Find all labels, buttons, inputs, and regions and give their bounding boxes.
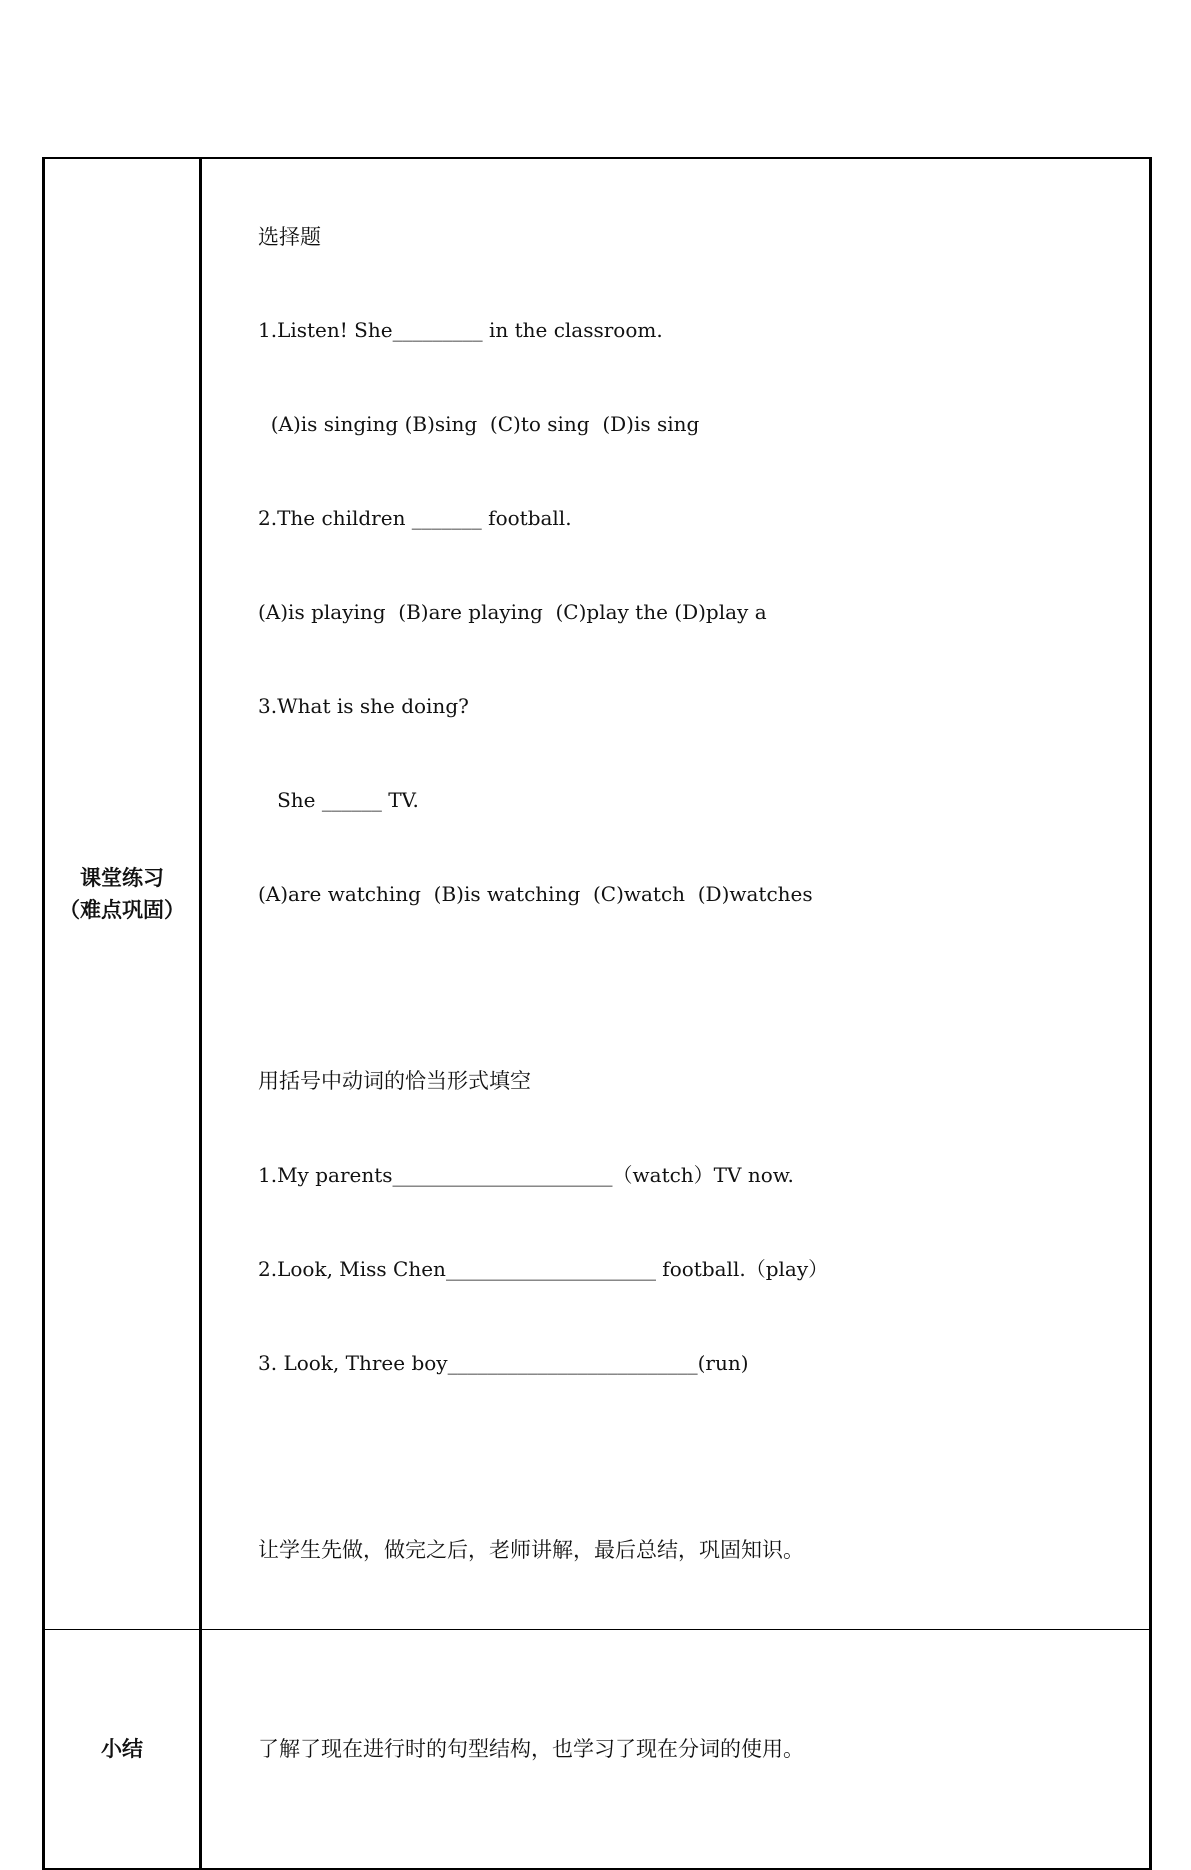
summary-label-cell	[44, 1630, 201, 1869]
teaching-note: 让学生先做，做完之后，老师讲解，最后总结，巩固知识。	[258, 1538, 804, 1563]
mc-options-1: (A)is singing (B)sing (C)to sing (D)is sing	[258, 412, 700, 437]
lesson-table	[42, 157, 1152, 1870]
summary-text: 了解了现在进行时的句型结构，也学习了现在分词的使用。	[258, 1737, 804, 1762]
practice-label-cell	[44, 158, 201, 1630]
mc-options-3: (A)are watching (B)is watching (C)watch (D)watches	[258, 881, 813, 906]
fill-heading: 用括号中动词的恰当形式填空	[258, 1069, 531, 1094]
mc-question-1: 1.Listen! She_________ in the classroom.	[258, 318, 663, 343]
fill-item-3: 3. Look, Three boy_________________________(run)	[258, 1350, 749, 1375]
summary-row	[44, 1630, 1151, 1869]
mc-question-3: 3.What is she doing?	[258, 694, 469, 719]
practice-content-cell	[201, 158, 1151, 1630]
practice-sublabel: （难点巩固）	[59, 898, 185, 923]
mc-question-3-blank: She ______ TV.	[258, 787, 419, 812]
summary-label: 小结	[101, 1737, 143, 1762]
fill-item-2: 2.Look, Miss Chen_____________________ football.（play）	[258, 1257, 829, 1282]
mc-heading: 选择题	[258, 224, 321, 249]
mc-options-2: (A)is playing (B)are playing (C)play the (D)play a	[258, 600, 767, 625]
section-gap	[258, 973, 1149, 1004]
practice-row	[44, 158, 1151, 1630]
practice-label: 课堂练习	[80, 866, 164, 891]
section-gap	[258, 1442, 1149, 1473]
summary-content-cell	[201, 1630, 1151, 1869]
fill-item-1: 1.My parents______________________（watch）TV now.	[258, 1163, 794, 1188]
mc-question-2: 2.The children _______ football.	[258, 506, 572, 531]
practice-content	[202, 159, 1149, 1629]
